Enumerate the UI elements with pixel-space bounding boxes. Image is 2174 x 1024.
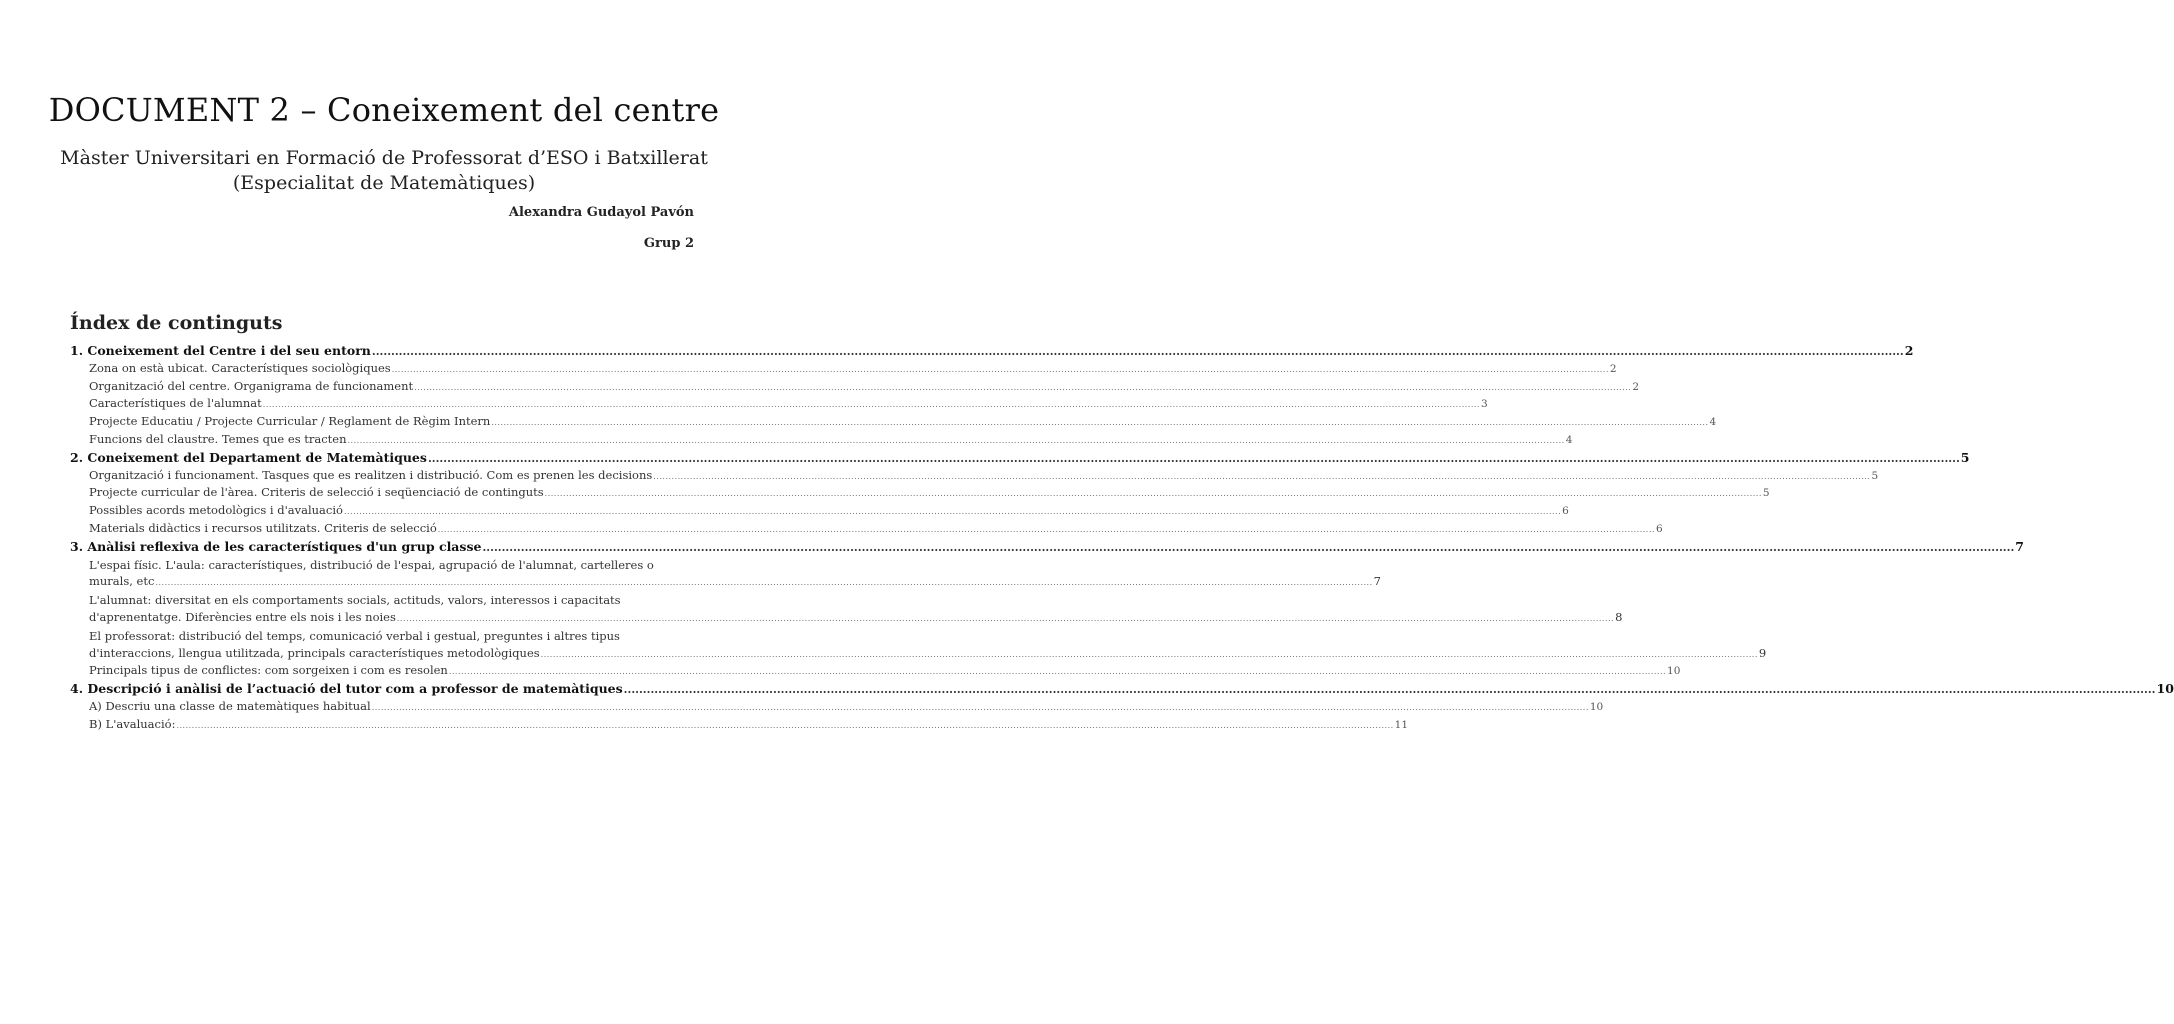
toc-entry[interactable]: [70, 520, 1663, 539]
toc-section-label: 1. Coneixement del Centre i del seu entorn: [70, 343, 371, 358]
toc-page-number: 7: [1373, 574, 1381, 589]
toc-entry[interactable]: [70, 360, 1617, 379]
toc-entry-label: Característiques de l'alumnat: [89, 396, 262, 411]
toc-entry-label: Projecte curricular de l'àrea. Criteris de selecció i seqüenciació de continguts: [89, 485, 544, 500]
table-of-contents: [70, 343, 2174, 735]
toc-page-number: 10: [2156, 681, 2174, 697]
dot-leader: ................................................................................................................................................................................................................................................................................................................................................................................................................: [343, 507, 1562, 517]
dot-leader: ................................................................................................................................................................................................................................................................................................................................................................................................................: [653, 471, 1871, 481]
toc-page-number: 5: [1960, 449, 1970, 465]
toc-entry[interactable]: [70, 557, 1381, 593]
dot-leader: ................................................................................................................................................................................................................................................................................................................................................................................................................: [448, 667, 1667, 677]
dot-leader: ................................................................................................................................................................................................................................................................................................................................................................................................................: [371, 702, 1589, 712]
dot-leader: ................................................................................................................................................................................................................................................................................................................................................................................................................: [491, 418, 1709, 428]
toc-section-4[interactable]: [70, 681, 2174, 699]
dot-leader: ................................................................................................................................................................................................................................................................................................................................................................................................................: [176, 720, 1394, 730]
dot-leader: ................................................................................................................................................................................................................................................................................................................................................................................................................: [623, 683, 2156, 697]
toc-entry-label: Organització del centre. Organigrama de funcionament: [89, 378, 414, 393]
toc-entry-label: Projecte Educatiu / Projecte Curricular / Reglament de Règim Intern: [89, 414, 491, 429]
dot-leader: ................................................................................................................................................................................................................................................................................................................................................................................................................: [482, 540, 2015, 554]
toc-entry-label-line-2: d'interaccions, llengua utilitzada, principals característiques metodològiques: [89, 645, 540, 660]
dot-leader: ................................................................................................................................................................................................................................................................................................................................................................................................................: [371, 345, 1904, 358]
toc-section-1[interactable]: [70, 343, 1914, 361]
toc-entry[interactable]: [70, 698, 1604, 717]
toc-heading: Índex de continguts: [70, 312, 283, 334]
toc-entry[interactable]: [70, 431, 1573, 450]
toc-entry[interactable]: [70, 414, 1717, 432]
toc-entry-label: A) Descriu una classe de matemàtiques habitual: [89, 698, 371, 713]
toc-entry-label-line-1: L'alumnat: diversitat en els comportaments socials, actituds, valors, interessos i capacitats: [89, 593, 621, 608]
toc-section-label: 3. Anàlisi reflexiva de les característiques d'un grup classe: [70, 538, 482, 554]
dot-leader: ................................................................................................................................................................................................................................................................................................................................................................................................................: [262, 400, 1480, 410]
dot-leader: ................................................................................................................................................................................................................................................................................................................................................................................................................: [437, 524, 1655, 534]
toc-section-label: 2. Coneixement del Departament de Matemàtiques: [70, 449, 427, 465]
toc-page-number: 4: [1709, 416, 1717, 429]
dot-leader: ................................................................................................................................................................................................................................................................................................................................................................................................................: [414, 382, 1632, 392]
toc-entry[interactable]: [70, 378, 1640, 397]
dot-leader: ................................................................................................................................................................................................................................................................................................................................................................................................................: [540, 649, 1758, 659]
toc-section-2[interactable]: [70, 449, 1970, 468]
toc-page-number: 3: [1480, 398, 1488, 411]
toc-page-number: 8: [1615, 609, 1623, 624]
group-label: Grup 2: [643, 236, 694, 251]
subtitle-line-2: (Especialitat de Matemàtiques): [232, 172, 536, 194]
toc-entry-label: Principals tipus de conflictes: com sorgeixen i com es resolen: [89, 663, 448, 678]
toc-page-number: 6: [1562, 505, 1569, 518]
toc-entry[interactable]: [70, 396, 1488, 414]
toc-entry[interactable]: [70, 467, 1879, 486]
toc-entry[interactable]: [70, 503, 1569, 521]
toc-page-number: 7: [2015, 538, 2024, 554]
toc-entry[interactable]: [70, 663, 1681, 681]
dot-leader: ................................................................................................................................................................................................................................................................................................................................................................................................................: [544, 489, 1762, 499]
toc-page-number: 11: [1394, 718, 1409, 731]
toc-entry[interactable]: [70, 628, 1767, 664]
toc-entry-label: Zona on està ubicat. Característiques sociològiques: [89, 360, 391, 375]
toc-entry-label-line-1: El professorat: distribució del temps, comunicació verbal i gestual, preguntes i altres tipus: [89, 628, 620, 643]
dot-leader: ................................................................................................................................................................................................................................................................................................................................................................................................................: [396, 613, 1615, 623]
toc-page-number: 4: [1565, 433, 1573, 446]
toc-page-number: 6: [1655, 522, 1663, 535]
toc-page-number: 2: [1904, 343, 1914, 358]
toc-entry-label-line-2: murals, etc: [89, 574, 155, 589]
toc-section-label: 4. Descripció i anàlisi de l’actuació del tutor com a professor de matemàtiques: [70, 681, 623, 697]
author-name: Alexandra Gudayol Pavón: [508, 205, 694, 220]
toc-page-number: 10: [1589, 700, 1604, 713]
toc-entry-label: Materials didàctics i recursos utilitzats. Criteris de selecció: [89, 520, 437, 535]
toc-page-number: 2: [1632, 380, 1640, 393]
toc-page-number: 9: [1758, 645, 1767, 660]
dot-leader: ................................................................................................................................................................................................................................................................................................................................................................................................................: [155, 578, 1373, 588]
document-title: DOCUMENT 2 – Coneixement del centre: [48, 91, 720, 129]
toc-page-number: 2: [1609, 362, 1617, 375]
toc-entry-label: Possibles acords metodològics i d'avaluació: [89, 503, 343, 518]
toc-entry-label-line-1: L'espai físic. L'aula: característiques, distribució de l'espai, agrupació de l'alumnat, cartelleres o: [89, 557, 654, 572]
toc-entry-label: B) L'avaluació:: [89, 716, 176, 731]
document-subtitle: [0, 146, 768, 196]
dot-leader: ................................................................................................................................................................................................................................................................................................................................................................................................................: [347, 435, 1565, 445]
toc-entry-label: Funcions del claustre. Temes que es tracten: [89, 431, 347, 446]
toc-entry[interactable]: [70, 592, 1623, 628]
toc-page-number: 5: [1762, 487, 1770, 500]
toc-entry[interactable]: [70, 716, 1409, 735]
dot-leader: ................................................................................................................................................................................................................................................................................................................................................................................................................: [427, 451, 1960, 465]
dot-leader: ................................................................................................................................................................................................................................................................................................................................................................................................................: [391, 364, 1609, 374]
toc-section-3[interactable]: [70, 538, 2024, 557]
toc-entry[interactable]: [70, 485, 1770, 503]
toc-entry-label-line-2: d'aprenentatge. Diferències entre els nois i les noies: [89, 609, 396, 624]
toc-page-number: 10: [1667, 665, 1681, 678]
toc-page-number: 5: [1871, 469, 1879, 482]
subtitle-line-1: Màster Universitari en Formació de Professorat d’ESO i Batxillerat: [60, 147, 708, 169]
toc-entry-label: Organització i funcionament. Tasques que es realitzen i distribució. Com es prenen les decisions: [89, 467, 653, 482]
